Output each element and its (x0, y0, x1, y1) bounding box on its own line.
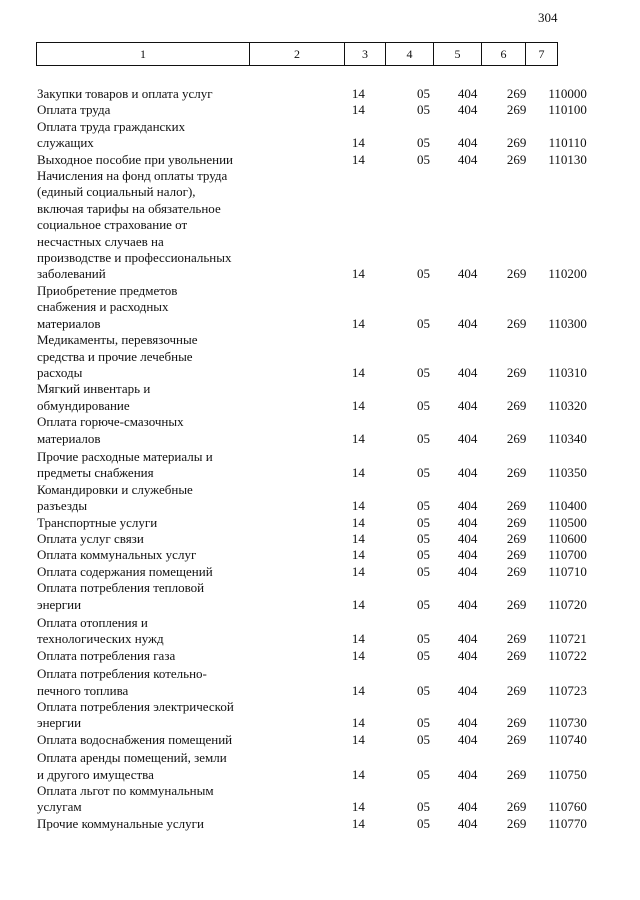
row-code-3: 14 (351, 266, 365, 282)
row-code-3: 14 (351, 815, 365, 831)
row-code-3: 14 (351, 498, 365, 514)
table-row (37, 332, 597, 381)
row-code-4: 05 (416, 135, 430, 151)
row-code-5: 404 (457, 596, 478, 612)
row-code-5: 404 (457, 547, 478, 563)
row-code-4: 05 (416, 715, 430, 731)
row-code-7: 110710 (548, 563, 587, 579)
table-row (37, 564, 597, 580)
row-code-6: 269 (506, 102, 527, 118)
row-code-6: 269 (506, 364, 527, 380)
row-code-3: 14 (351, 766, 365, 782)
row-code-7: 110100 (548, 102, 587, 118)
row-code-4: 05 (416, 397, 430, 413)
row-name: Оплата коммунальных услуг (37, 547, 197, 563)
row-code-5: 404 (457, 430, 478, 446)
row-code-7: 110770 (548, 815, 587, 831)
row-code-3: 14 (351, 397, 365, 413)
row-code-6: 269 (506, 715, 527, 731)
column-header-3: 3 (345, 43, 386, 65)
row-code-3: 14 (351, 102, 365, 118)
row-name: Медикаменты, перевязочные средства и прочие лечебные расходы (37, 332, 198, 380)
row-code-5: 404 (457, 715, 478, 731)
column-header-5: 5 (434, 43, 482, 65)
row-code-5: 404 (457, 465, 478, 481)
row-code-6: 269 (506, 135, 527, 151)
row-code-6: 269 (506, 766, 527, 782)
row-code-7: 110760 (548, 799, 587, 815)
row-name: Оплата аренды помещений, земли и другого имущества (37, 750, 227, 782)
table-row (37, 615, 597, 648)
row-code-4: 05 (416, 266, 430, 282)
row-code-4: 05 (416, 530, 430, 546)
row-code-5: 404 (457, 151, 478, 167)
row-code-4: 05 (416, 498, 430, 514)
row-code-4: 05 (416, 766, 430, 782)
row-code-4: 05 (416, 151, 430, 167)
row-code-6: 269 (506, 266, 527, 282)
row-code-3: 14 (351, 715, 365, 731)
row-name: Оплата услуг связи (37, 530, 144, 546)
row-name: Прочие коммунальные услуги (37, 815, 204, 831)
row-code-6: 269 (506, 530, 527, 546)
row-name: Прочие расходные материалы и предметы снабжения (37, 448, 213, 481)
row-code-3: 14 (351, 731, 365, 747)
row-name: Оплата горюче-смазочных материалов (37, 414, 184, 446)
row-name: Оплата отопления и технологических нужд (37, 615, 164, 647)
row-name: Командировки и служебные разъезды (37, 481, 193, 514)
row-code-4: 05 (416, 682, 430, 698)
row-name: Оплата льгот по коммунальным услугам (37, 783, 214, 815)
row-code-3: 14 (351, 563, 365, 579)
row-code-4: 05 (416, 315, 430, 331)
row-name: Оплата труда (37, 102, 111, 118)
table-row (37, 648, 597, 664)
row-code-6: 269 (506, 465, 527, 481)
row-name: Оплата водоснабжения помещений (37, 731, 233, 747)
row-code-6: 269 (506, 647, 527, 663)
row-code-7: 110350 (548, 465, 587, 481)
row-code-6: 269 (506, 397, 527, 413)
row-code-5: 404 (457, 682, 478, 698)
column-header-2: 2 (250, 43, 345, 65)
row-name: Начисления на фонд оплаты труда (единый социальный налог), включая тарифы на обязательное социальное страхование от несчастных случаев на производстве и профессиональных заболеваний (37, 168, 232, 282)
row-code-5: 404 (457, 563, 478, 579)
table-row (37, 783, 597, 816)
table-row (37, 86, 597, 102)
table-row (37, 547, 597, 563)
row-code-7: 110320 (548, 397, 587, 413)
row-code-6: 269 (506, 86, 527, 101)
column-header-1: 1 (37, 43, 250, 65)
table-row (37, 580, 597, 613)
page-number: 304 (538, 10, 558, 25)
row-code-3: 14 (351, 86, 365, 101)
row-code-5: 404 (457, 498, 478, 514)
row-name: Оплата труда гражданских служащих (37, 118, 186, 151)
column-header-4: 4 (386, 43, 434, 65)
row-code-7: 110721 (548, 631, 587, 647)
table-row (37, 381, 597, 414)
row-code-6: 269 (506, 430, 527, 446)
row-code-3: 14 (351, 315, 365, 331)
row-code-6: 269 (506, 799, 527, 815)
row-code-7: 110722 (548, 647, 587, 663)
row-code-5: 404 (457, 315, 478, 331)
row-code-3: 14 (351, 631, 365, 647)
row-code-6: 269 (506, 596, 527, 612)
row-code-3: 14 (351, 596, 365, 612)
row-code-6: 269 (506, 731, 527, 747)
row-code-3: 14 (351, 799, 365, 815)
row-code-7: 110730 (548, 715, 587, 731)
row-code-4: 05 (416, 596, 430, 612)
row-code-3: 14 (351, 514, 365, 530)
row-code-5: 404 (457, 266, 478, 282)
row-code-7: 110600 (548, 530, 587, 546)
row-code-3: 14 (351, 465, 365, 481)
row-code-7: 110740 (548, 731, 587, 747)
table-row (37, 449, 597, 482)
table-row (37, 119, 597, 152)
row-name: Оплата потребления тепловой энергии (37, 580, 205, 612)
row-code-7: 110310 (548, 364, 587, 380)
table-row (37, 732, 597, 748)
row-code-3: 14 (351, 647, 365, 663)
row-code-7: 110700 (548, 547, 587, 563)
table-row (37, 666, 597, 699)
row-code-4: 05 (416, 514, 430, 530)
row-code-6: 269 (506, 514, 527, 530)
row-name: Закупки товаров и оплата услуг (37, 86, 213, 101)
row-code-3: 14 (351, 547, 365, 563)
row-code-4: 05 (416, 465, 430, 481)
row-code-4: 05 (416, 815, 430, 831)
row-code-6: 269 (506, 631, 527, 647)
row-code-3: 14 (351, 151, 365, 167)
row-code-5: 404 (457, 397, 478, 413)
row-name: Оплата потребления газа (37, 647, 176, 663)
column-header-7: 7 (538, 46, 545, 61)
row-code-5: 404 (457, 530, 478, 546)
row-name: Оплата потребления котельно- печного топлива (37, 666, 207, 698)
row-code-3: 14 (351, 682, 365, 698)
row-code-5: 404 (457, 766, 478, 782)
row-code-7: 110340 (548, 430, 587, 446)
table-row (37, 482, 597, 515)
row-code-4: 05 (416, 799, 430, 815)
row-code-7: 110130 (548, 151, 587, 167)
row-name: Транспортные услуги (37, 514, 158, 530)
row-code-4: 05 (416, 86, 430, 101)
row-code-5: 404 (457, 364, 478, 380)
row-code-5: 404 (457, 799, 478, 815)
row-name: Оплата содержания помещений (37, 563, 213, 579)
row-code-7: 110500 (548, 514, 587, 530)
row-code-5: 404 (457, 135, 478, 151)
table-row (37, 515, 597, 531)
row-code-7: 110200 (548, 266, 587, 282)
row-code-6: 269 (506, 315, 527, 331)
row-code-3: 14 (351, 135, 365, 151)
row-code-3: 14 (351, 364, 365, 380)
row-name: Мягкий инвентарь и обмундирование (37, 381, 151, 413)
row-code-4: 05 (416, 647, 430, 663)
table-row (37, 283, 597, 332)
row-name: Оплата потребления электрической энергии (37, 699, 234, 731)
table-row (37, 102, 597, 118)
row-code-7: 110300 (548, 315, 587, 331)
row-code-5: 404 (457, 731, 478, 747)
row-code-6: 269 (506, 498, 527, 514)
row-code-4: 05 (416, 631, 430, 647)
row-code-5: 404 (457, 86, 478, 101)
row-name: Приобретение предметов снабжения и расходных материалов (37, 282, 178, 331)
table-row (37, 414, 597, 447)
row-code-5: 404 (457, 815, 478, 831)
row-code-4: 05 (416, 102, 430, 118)
budget-table-body (37, 86, 597, 832)
row-code-5: 404 (457, 631, 478, 647)
row-code-6: 269 (506, 815, 527, 831)
row-code-4: 05 (416, 731, 430, 747)
row-code-5: 404 (457, 102, 478, 118)
column-header-table (36, 42, 558, 66)
row-code-6: 269 (506, 563, 527, 579)
row-code-4: 05 (416, 364, 430, 380)
table-row (37, 750, 597, 783)
row-code-6: 269 (506, 151, 527, 167)
row-code-7: 110400 (548, 498, 587, 514)
column-header-6: 6 (482, 43, 526, 65)
row-code-3: 14 (351, 430, 365, 446)
row-code-6: 269 (506, 682, 527, 698)
row-code-6: 269 (506, 547, 527, 563)
row-code-4: 05 (416, 563, 430, 579)
row-code-4: 05 (416, 547, 430, 563)
row-code-7: 110723 (548, 682, 587, 698)
row-code-7: 110110 (548, 135, 587, 151)
row-code-7: 110000 (548, 86, 587, 101)
row-code-7: 110720 (548, 596, 587, 612)
table-row (37, 152, 597, 168)
table-row (37, 816, 597, 832)
row-code-5: 404 (457, 647, 478, 663)
table-row (37, 699, 597, 732)
table-row (37, 531, 597, 547)
row-code-5: 404 (457, 514, 478, 530)
row-code-7: 110750 (548, 766, 587, 782)
row-name: Выходное пособие при увольнении (37, 151, 233, 167)
table-row (37, 168, 597, 283)
row-code-4: 05 (416, 430, 430, 446)
row-code-3: 14 (351, 530, 365, 546)
